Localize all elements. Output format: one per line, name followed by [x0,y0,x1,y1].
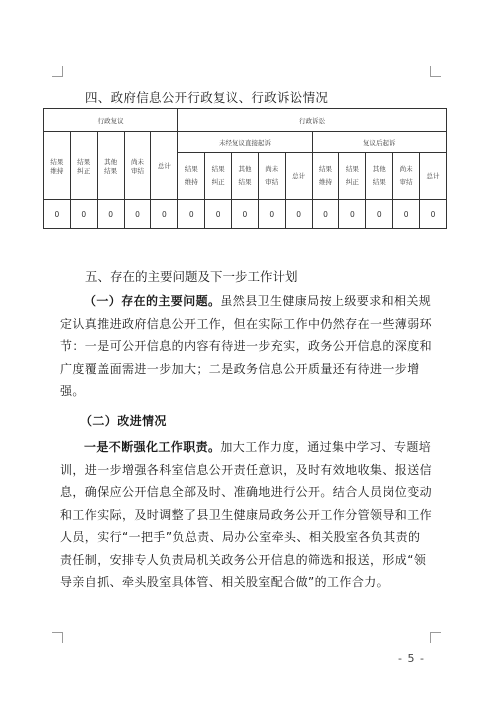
col-other: 其他 结果 [97,132,124,200]
col-total: 总计 [151,132,178,200]
col-corrected: 结果 纠正 [70,132,97,200]
col-upheld: 结果 维持 [44,132,71,200]
col-corrected: 结果 纠正 [205,153,232,200]
table-cell: 0 [70,200,97,229]
problems-heading: （一）存在的主要问题。 [84,294,221,308]
table-cell: 0 [205,200,232,229]
col-upheld: 结果 维持 [312,153,339,200]
col-pending: 尚未 审结 [258,153,285,200]
col-other: 其他 结果 [366,153,393,200]
review-litigation-table [43,108,447,229]
col-other: 其他 结果 [232,153,259,200]
improvement-text: 加大工作力度，通过集中学习、专题培训，进一步增强各科室信息公开责任意识，及时有效地收集、报送信息，确保应公开信息全部及时、准确地进行公开。结合人员岗位变动和工作实际，及时调整了县卫生健康局政务公开工作分管领导和工作人员，实行“一把手”负总责、局办公室牵头、相关股室各负其责的责任制，安排专人负责局机关政务公开信息的筛选和报送，形成“领导亲自抓、牵头股室具体管、相关股室配合做”的工作合力。 [60,440,433,589]
col-corrected: 结果 纠正 [339,153,366,200]
table-cell: 0 [178,200,205,229]
crop-mark-bottom-left [52,632,63,643]
problems-text: 虽然县卫生健康局按上级要求和相关规定认真推进政府信息公开工作，但在实际工作中仍然存在一些薄弱环节：一是可公开信息的内容有待进一步充实，政务公开信息的深度和广度覆盖面需进一步加大；二是政务信息公开质量还有待进一步增强。 [60,294,433,398]
table-cell: 0 [393,200,420,229]
improvement-paragraph [60,436,432,594]
table-cell: 0 [44,200,71,229]
crop-mark-bottom-right [430,632,441,643]
col-total: 总计 [420,153,447,200]
table-cell: 0 [151,200,178,229]
table-cell: 0 [285,200,312,229]
improvement-heading: （二）改进情况 [80,414,167,428]
col-pending: 尚未 审结 [124,132,151,200]
col-upheld: 结果 维持 [178,153,205,200]
header-litigation: 行政诉讼 [178,109,447,132]
header-suit-after-review: 复议后起诉 [312,132,446,153]
table-cell: 0 [339,200,366,229]
table-cell: 0 [258,200,285,229]
page-number: - 5 - [398,652,425,665]
improvement-lead: 一是不断强化工作职责。 [84,440,221,454]
crop-mark-top-right [430,66,441,77]
col-total: 总计 [285,153,312,200]
table-cell: 0 [312,200,339,229]
header-direct-suit: 未经复议直接起诉 [178,132,312,153]
table-cell: 0 [366,200,393,229]
table-cell: 0 [124,200,151,229]
table-cell: 0 [232,200,259,229]
problems-paragraph [60,290,432,403]
table-cell: 0 [420,200,447,229]
header-reconsideration: 行政复议 [44,109,178,132]
section-5-title: 五、存在的主要问题及下一步工作计划 [85,269,298,284]
table-cell: 0 [97,200,124,229]
crop-mark-top-left [52,66,63,77]
col-pending: 尚未 审结 [393,153,420,200]
section-4-title: 四、政府信息公开行政复议、行政诉讼情况 [85,90,329,105]
